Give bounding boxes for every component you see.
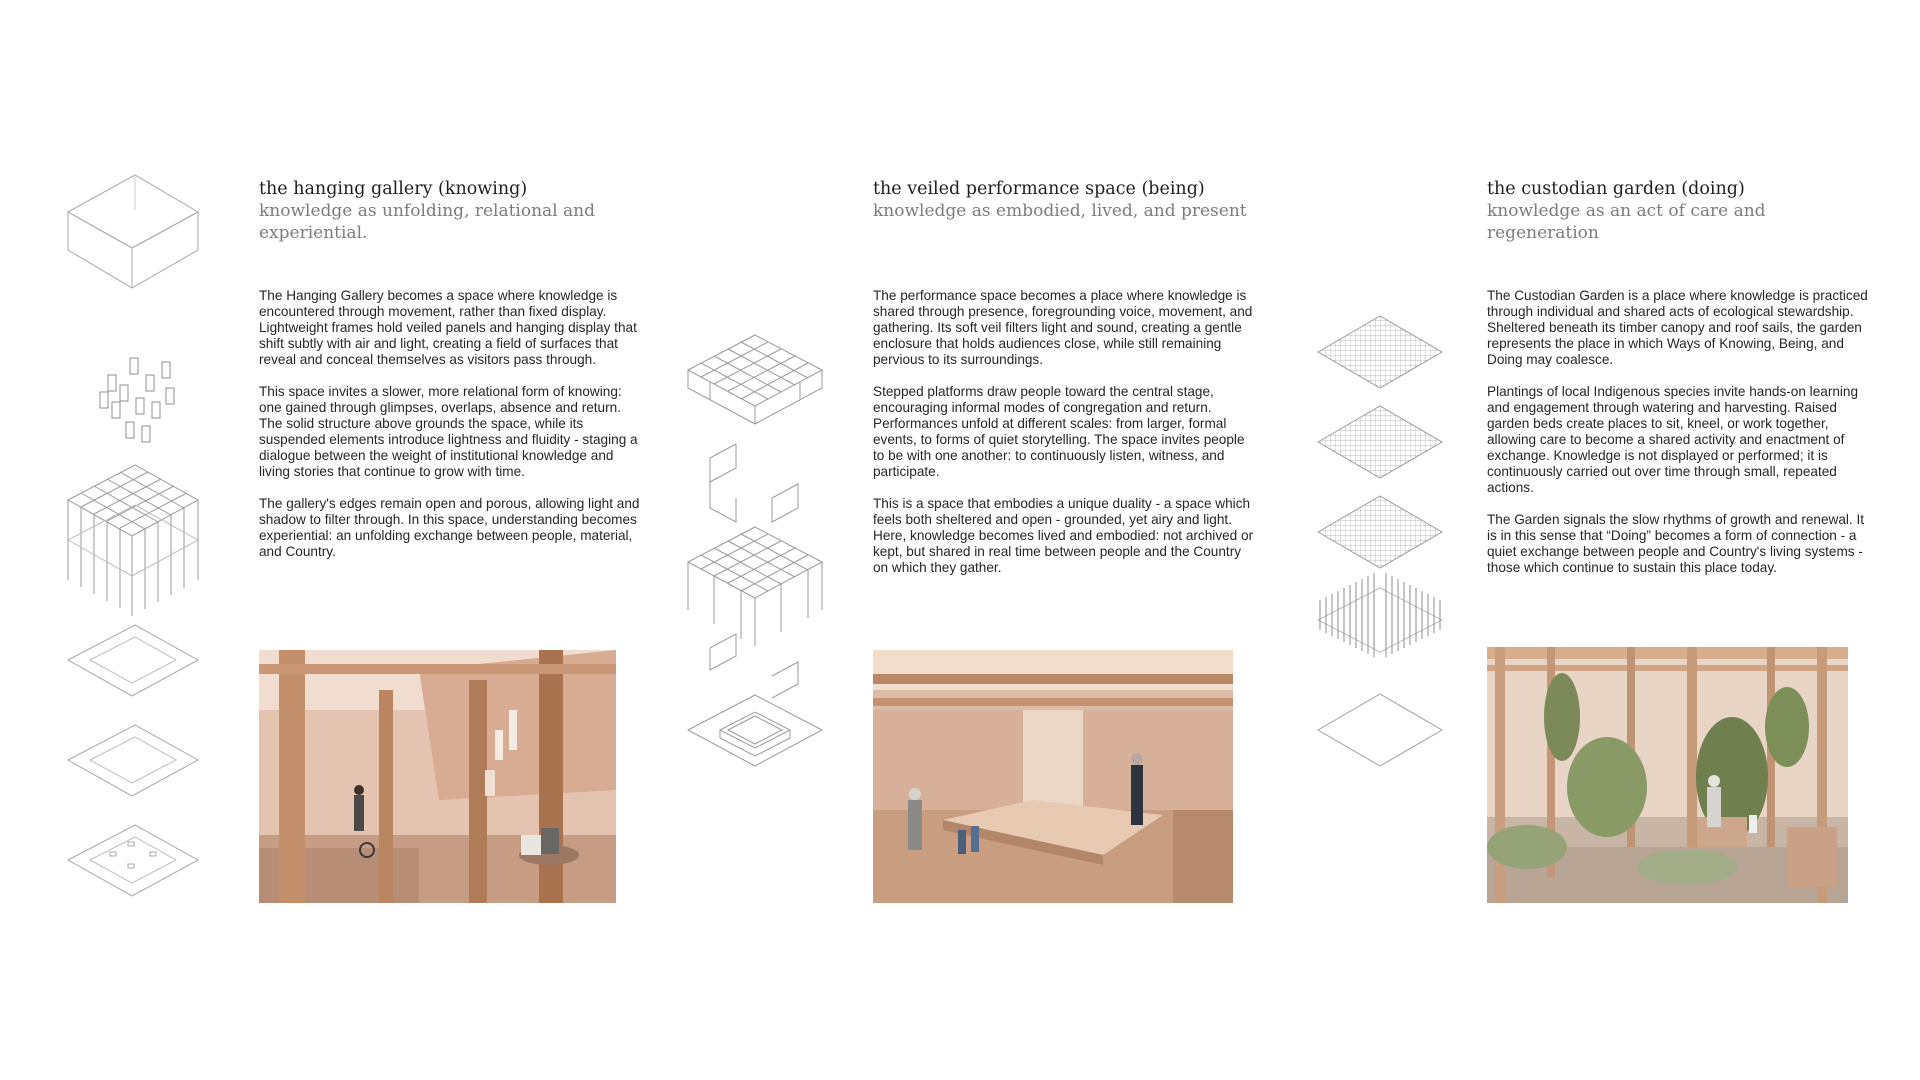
paragraph: Stepped platforms draw people toward the central stage, encouraging informal modes of congregation and return. Performances unfold at different scales: from larger, formal events, to forms of quiet storytelling. The space invites people to be with one another: to continuously listen, witness, and participate. bbox=[873, 384, 1245, 479]
render-custodian-garden bbox=[1487, 647, 1848, 903]
paragraph: The Garden signals the slow rhythms of growth and renewal. It is in this sense that “Doing” becomes a form of connection - a quiet exchange between people and Country's living systems - those which continue to sustain this place today. bbox=[1487, 512, 1865, 575]
paragraph: Plantings of local Indigenous species invite hands-on learning and engagement through watering and harvesting. Raised garden beds create places to sit, kneel, or work together, allowing care to become a shared activity and enactment of exchange. Knowledge is not displayed or performed; it is continuously carried out over time through small, repeated actions. bbox=[1487, 384, 1859, 495]
section-body bbox=[873, 288, 1258, 592]
section-title: the veiled performance space (being) bbox=[873, 179, 1205, 199]
section-body bbox=[259, 288, 644, 576]
render-performance-space bbox=[873, 650, 1233, 903]
axonometric-drawing bbox=[60, 170, 210, 930]
section-title: the hanging gallery (knowing) bbox=[259, 179, 528, 199]
section-title: the custodian garden (doing) bbox=[1487, 179, 1745, 199]
axonometric-drawing bbox=[1310, 310, 1450, 770]
paragraph: The Custodian Garden is a place where knowledge is practiced through individual and shared acts of ecological stewardship. Sheltered beneath its timber canopy and roof sails, the garden represents the place in which Ways of Knowing, Being, and Doing may coalesce. bbox=[1487, 288, 1868, 367]
paragraph: The performance space becomes a place where knowledge is shared through presence, foregrounding voice, movement, and gathering. Its soft veil filters light and sound, creating a gentle enclosure that holds audiences close, while still remaining pervious to its surroundings. bbox=[873, 288, 1253, 367]
axonometric-custodian-garden bbox=[1310, 310, 1450, 770]
section-subtitle: knowledge as unfolding, relational and experiential. bbox=[259, 201, 595, 243]
axonometric-drawing bbox=[680, 330, 830, 770]
section-subtitle: knowledge as an act of care and regeneration bbox=[1487, 201, 1766, 243]
paragraph: The gallery's edges remain open and porous, allowing light and shadow to filter through. In this space, understanding becomes experiential: an unfolding exchange between people, material, and Country. bbox=[259, 496, 640, 559]
paragraph: The Hanging Gallery becomes a space where knowledge is encountered through movement, rather than fixed display. Lightweight frames hold veiled panels and hanging display that shift subtly with air and light, creating a field of surfaces that reveal and conceal themselves as visitors pass through. bbox=[259, 288, 637, 367]
section-hanging-gallery bbox=[259, 178, 644, 559]
section-body bbox=[1487, 288, 1872, 592]
axonometric-performance-space bbox=[680, 330, 830, 770]
render-hanging-gallery bbox=[259, 650, 616, 903]
paragraph: This space invites a slower, more relational form of knowing: one gained through glimpses, overlaps, absence and return. The solid structure above grounds the space, while its suspended elements introduce lightness and fluidity - staging a dialogue between the weight of institutional knowledge and living stories that continue to grow with time. bbox=[259, 384, 638, 479]
axonometric-hanging-gallery bbox=[60, 170, 210, 930]
section-subtitle: knowledge as embodied, lived, and present bbox=[873, 201, 1247, 221]
paragraph: This is a space that embodies a unique duality - a space which feels both sheltered and open - grounded, yet airy and light. Here, knowledge becomes lived and embodied: not archived or kept, but shared in real time between people and the Country on which they gather. bbox=[873, 496, 1254, 575]
section-custodian-garden bbox=[1487, 178, 1872, 575]
section-veiled-performance bbox=[873, 178, 1258, 575]
